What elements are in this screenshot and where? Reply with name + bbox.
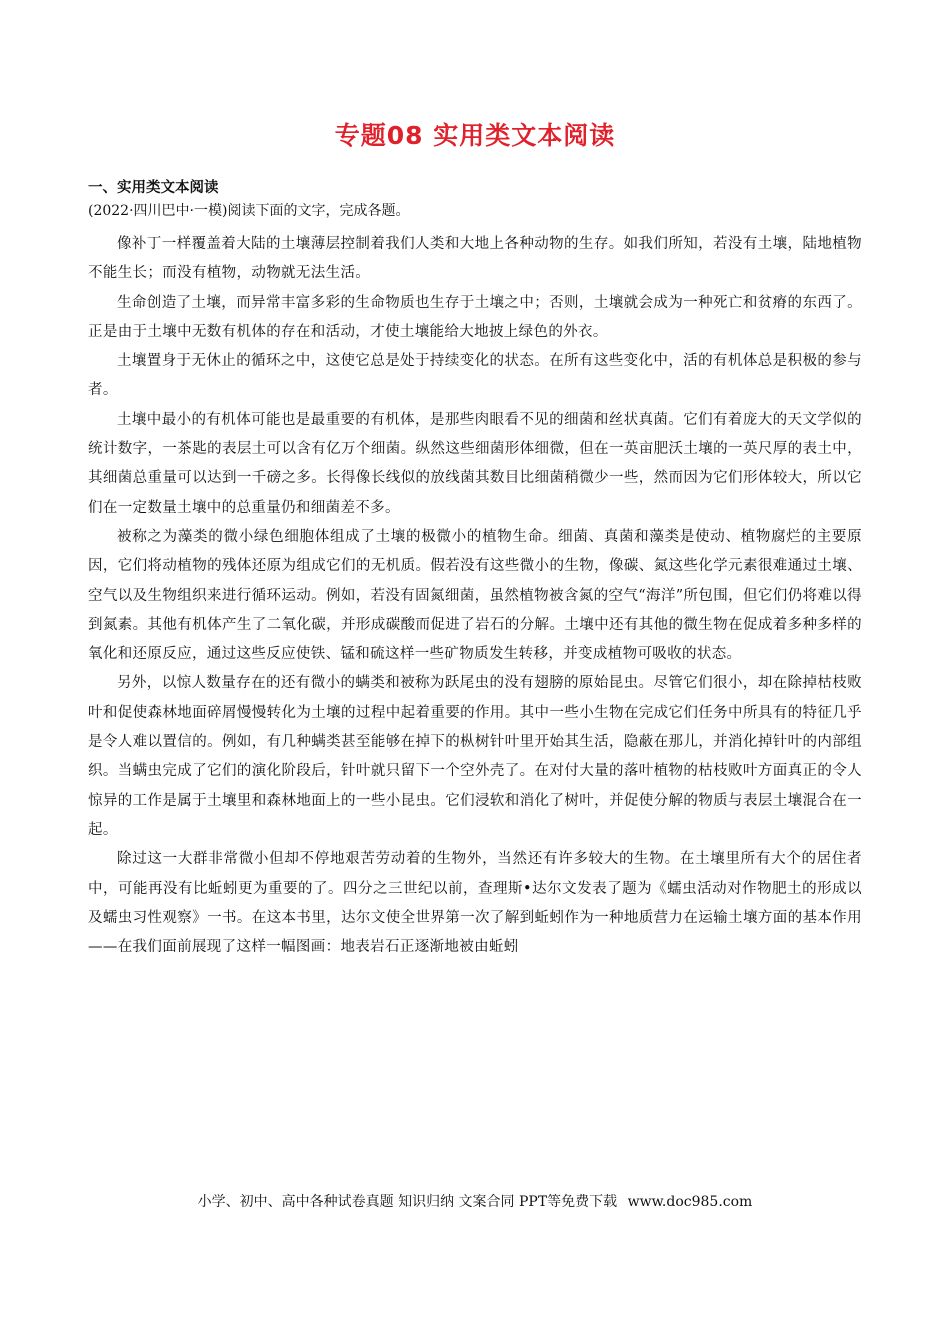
section-heading: 一、实用类文本阅读 [88,180,219,196]
footer-url-link[interactable]: www.doc985.com [627,1194,753,1210]
source-line: (2022·四川巴中·一模)阅读下面的文字，完成各题。 [88,203,410,219]
paragraph: 另外，以惊人数量存在的还有微小的螨类和被称为跃尾虫的没有翅膀的原始昆虫。尽管它们很小，却在除掉枯枝败叶和促使森林地面碎屑慢慢转化为土壤的过程中起着重要的作用。其中一些小生物在完成它们任务中所具有的特征几乎是令人难以置信的。例如，有几种螨类甚至能够在掉下的枞树针叶里开始其生活，隐蔽在那儿，并消化掉针叶的内部组织。当螨虫完成了它们的演化阶段后，针叶就只留下一个空外壳了。在对付大量的落叶植物的枯枝败叶方面真正的令人惊异的工作是属于土壤里和森林地面上的一些小昆虫。它们浸软和消化了树叶，并促使分解的物质与表层土壤混合在一起。 [88,675,862,838]
paragraph: 被称之为藻类的微小绿色细胞体组成了土壤的极微小的植物生命。细菌、真菌和藻类是使动、植物腐烂的主要原因，它们将动植物的残体还原为组成它们的无机质。假若没有这些微小的生物，像碳、氮这些化学元素很难通过土壤、空气以及生物组织来进行循环运动。例如，若没有固氮细菌，虽然植物被含氮的空气“海洋”所包围，但它们仍将难以得到氮素。其他有机体产生了二氧化碳，并形成碳酸而促进了岩石的分解。土壤中还有其他的微生物在促成着多种多样的氧化和还原反应，通过这些反应使铁、锰和硫这样一些矿物质发生转移，并变成植物可吸收的状态。 [88,528,862,663]
footer-ad-text: 小学、初中、高中各种试卷真题 知识归纳 文案合同 PPT等免费下载 [197,1194,618,1210]
document-title: 专题08 实用类文本阅读 [334,121,616,150]
page-footer [0,1191,950,1211]
paragraph: 土壤中最小的有机体可能也是最重要的有机体，是那些肉眼看不见的细菌和丝状真菌。它们有着庞大的天文学似的统计数字，一茶匙的表层土可以含有亿万个细菌。纵然这些细菌形体细微，但在一英亩肥沃土壤的一英尺厚的表土中，其细菌总重量可以达到一千磅之多。长得像长线似的放线菌其数目比细菌稍微少一些，然而因为它们形体较大，所以它们在一定数量土壤中的总重量仍和细菌差不多。 [88,411,862,516]
paragraph: 生命创造了土壤，而异常丰富多彩的生命物质也生存于土壤之中；否则，土壤就会成为一种死亡和贫瘠的东西了。正是由于土壤中无数有机体的存在和活动，才使土壤能给大地披上绿色的外衣。 [88,294,862,340]
paragraph: 土壤置身于无休止的循环之中，这使它总是处于持续变化的状态。在所有这些变化中，活的有机体总是积极的参与者。 [88,353,862,399]
paragraph: 除过这一大群非常微小但却不停地艰苦劳动着的生物外，当然还有许多较大的生物。在土壤里所有大个的居住者中，可能再没有比蚯蚓更为重要的了。四分之三世纪以前，查理斯•达尔文发表了题为《蠕虫活动对作物肥土的形成以及蠕虫习性观察》一书。在这本书里，达尔文使全世界第一次了解到蚯蚓作为一种地质营力在运输土壤方面的基本作用——在我们面前展现了这样一幅图画：地表岩石正逐渐地被由蚯蚓 [88,851,862,956]
article-body [88,230,862,962]
paragraph: 像补丁一样覆盖着大陆的土壤薄层控制着我们人类和大地上各种动物的生存。如我们所知，若没有土壤，陆地植物不能生长；而没有植物，动物就无法生活。 [88,236,862,282]
